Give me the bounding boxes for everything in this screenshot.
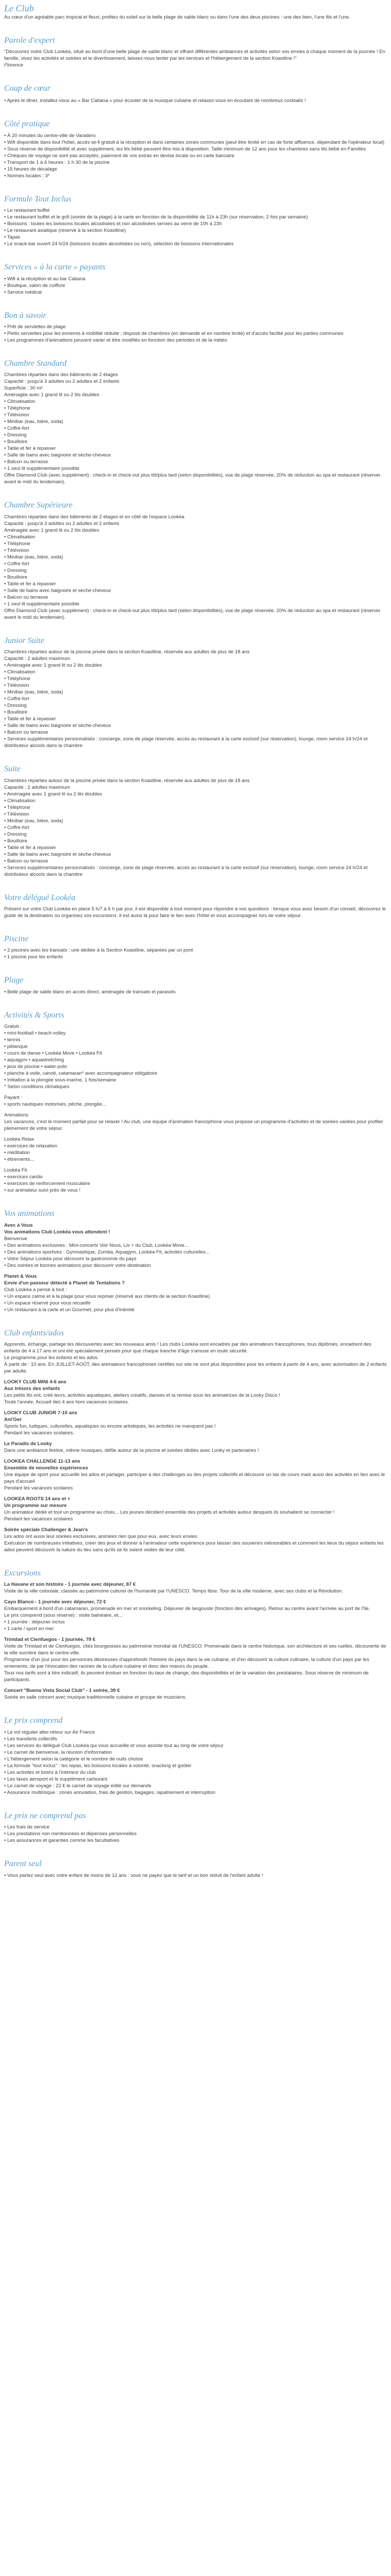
paragraph: Pendant les vacances scolaires. <box>4 1430 74 1436</box>
paragraph: Les vacances, c'est le moment parfait pour se relaxer ! Au club, une équipe d'animation francophone vous propose un programme d'activités et de soirées variées pour profiter pleinement de votre séjour. <box>4 1119 383 1132</box>
paragraph: • Chèques de voyage ne sont pas acceptés, paiement de vos extras en devise locale ou en carte bancaire <box>4 152 235 159</box>
paragraph: • Salle de bains avec baignoire et sèche-cheveux <box>4 587 111 594</box>
paragraph: • Climatisation <box>4 669 36 675</box>
paragraph: • Un espace calme et à la plage pour vous reposer (réservé aux clients de la section Koastline) <box>4 1293 210 1299</box>
paragraph: • Petits serviettes pour les ennemis à mobilité réduite ; disposé de chambres (en demande et en nombre limité) et d'accès facilité pour les parties communes <box>4 331 344 337</box>
paragraph: Capacité : jusqu'à 3 adultes ou 2 adultes et 2 enfants <box>4 520 120 527</box>
section-title: Chambre Standard <box>4 359 67 368</box>
paragraph: Le Paradis de Looky <box>4 1440 52 1447</box>
paragraph: • Télévision <box>4 811 29 817</box>
paragraph: Capacité : jusqu'à 3 adultes ou 2 adultes et 2 enfants <box>4 379 120 385</box>
paragraph: Vos animations Club Lookéa vous attendent ! <box>4 1229 110 1235</box>
paragraph: • Minibar (eau, bière, soda) <box>4 554 63 560</box>
paragraph: • Téléphone <box>4 540 30 547</box>
paragraph: • Services supplémentaires personnalisés : concierge, zone de plage réservée, accès au restaurant à la carte exclusif (sur réservation), lounge, room service 24 h/24 et distributeur alcools dans la chambre <box>4 865 368 877</box>
paragraph: Bienvenue <box>4 1235 27 1242</box>
paragraph: LOOKY CLUB JUNIOR 7-10 ans <box>4 1410 77 1416</box>
section-cote-pratique <box>4 120 387 179</box>
paragraph: Chambres réparties dans des bâtiments de 2 étages <box>4 372 118 378</box>
section-chambre-superieure <box>4 501 387 620</box>
paragraph: Un animateur dédié et tout un programme au choix... Les jeunes décident ensemble des projets et activités autour desquels ils souhaitent se connecter ! <box>4 1509 335 1515</box>
paragraph: • Salle de bains avec baignoire et sèche-cheveux <box>4 723 111 729</box>
paragraph: Pendant les vacances scolaires <box>4 1516 73 1522</box>
paragraph: Toute l'année. Accueil des 4 ans hors vacances scolaires. <box>4 1399 129 1405</box>
paragraph: • Les programmes d'animations peuvent varier et être modifiés en fonction des périodes et de la météo <box>4 337 227 344</box>
paragraph: • méditation <box>4 1150 30 1156</box>
section-club-enfants-ados <box>4 1329 387 1553</box>
paragraph: • Prêt de serviettes de plage <box>4 324 66 330</box>
paragraph: • Minibar (eau, bière, soda) <box>4 419 63 425</box>
paragraph: Visite de la ville coloniale, classée au patrimoine culturel de l'humanité par l'UNESCO. Temps libre. Tour de la ville moderne, avec ses clubs et la Révolution. <box>4 1588 343 1595</box>
section-title: Le prix comprend <box>4 1716 63 1725</box>
paragraph: Avec à Vous <box>4 1222 33 1228</box>
section-title: Vos animations <box>4 1209 55 1218</box>
paragraph: Aménagée avec 1 grand lit ou 2 lits doubles <box>4 527 100 533</box>
paragraph: Tous nos tarifs sont à titre indicatif, ils peuvent évoluer en fonction du taux de change, des disponibilités et de la variation des prestataires. Sous réserve de minimum de participants. <box>4 1670 369 1683</box>
paragraph: Présent sur votre Club Lookéa en place 5 h/7 à 6 h par jour, il est disponible à tout moment pour répondre à vos questions : lorsque vous avez besoin d'un conseil, découvrez le guide de la destination ou organisez vos excursions. Il est aussi là pour faire le lien avec l'hôtel et vous accompagner lors de votre séjour. <box>4 906 386 919</box>
paragraph: Chambres réparties dans des bâtiments de 2 étages et en côté de l'espace Lookéa <box>4 514 185 520</box>
paragraph: • Balcon ou terrasse <box>4 459 48 465</box>
section-title: Club enfants/ados <box>4 1328 64 1337</box>
paragraph: • Salle de bains avec baignoire et sèche-cheveux <box>4 452 111 459</box>
paragraph: • Le vol régulier aller-retour sur Air France <box>4 1729 95 1735</box>
paragraph: Club Lookéa a pensé à tout : <box>4 1286 67 1293</box>
paragraph: • Sous réserve de disponibilité et avec supplément, les lits bébé peuvent être mis à disposition. Taille minimum de 12 ans pour les chambres sans lits bébé en Familles <box>4 146 366 152</box>
paragraph: Programme d'un jour pour les personnes désireuses d'approfondir l'histoire du pays dans la vie cubaine, et d'en découvrir la culture culinaire, la culture d'un pays par les ornements, de par l'évocation des racines de la culture cubaine et donc des mœurs du peuple. <box>4 1657 369 1670</box>
paragraph: • Des animations exclusives : Mini-concerts Voir Nous, Lis + du Club, Lookéa Move... <box>4 1242 189 1248</box>
section-suite <box>4 765 387 877</box>
paragraph: Pendant les vacances scolaires <box>4 1485 73 1491</box>
paragraph: • exercices de renforcement musculaire <box>4 1181 90 1187</box>
paragraph: Soirée spéciale Challenger & Jean's <box>4 1527 88 1533</box>
section-title: Parole d'expert <box>4 36 55 45</box>
paragraph: Trinidad et Cienfuegos - 1 journée, 79 € <box>4 1637 95 1643</box>
paragraph: • Balcon ou terrasse <box>4 730 48 736</box>
paragraph: • Les transferts collectifs <box>4 1736 57 1742</box>
paragraph: • exercices cardio <box>4 1174 43 1180</box>
paragraph: Ani'Ger <box>4 1416 22 1422</box>
paragraph: • Bouilloire <box>4 838 28 844</box>
paragraph: • aquagym • aquastretching <box>4 1057 64 1063</box>
paragraph: Une équipe de sport pour accueillir les ados et partager, participer à des challenges ou des projets collectifs et découvrir un tas de cours mais aussi des activités en lien avec le pays d'accueil <box>4 1471 385 1484</box>
paragraph: Chambres réparties autour de la piscine privée dans la section Koastline, réservée aux adultes de plus de 18 ans <box>4 777 250 784</box>
paragraph: • 1 piscine pour les enfants <box>4 954 63 960</box>
paragraph: • Les prestations non mentionnées et dépenses personnelles <box>4 1831 137 1837</box>
paragraph: • Les activités et loisirs à l'intérieur du club <box>4 1769 96 1775</box>
paragraph: Capacité : 2 adultes maximum <box>4 656 70 662</box>
paragraph: • Table et fer à repasser <box>4 446 56 452</box>
paragraph: • L'hébergement selon la catégorie et le nombre de nuits choisis <box>4 1756 143 1762</box>
paragraph: Florence <box>4 62 23 69</box>
paragraph: • Climatisation <box>4 399 36 405</box>
section-le-club <box>4 3 387 21</box>
paragraph: • 15 heures de décalage <box>4 166 57 172</box>
section-chambre-standard <box>4 359 387 485</box>
paragraph: • Belle plage de sable blanc en accès direct, aménagée de transats et parasols <box>4 989 176 995</box>
section-junior-suite <box>4 636 387 749</box>
paragraph: • Climatisation <box>4 798 36 804</box>
paragraph: • sports nautiques motorisés, pêche, plongée... <box>4 1101 106 1108</box>
paragraph: À partir de : 10 ans. En JUILLET-AOÛT, des animateurs francophones certifiés sur site ne sont plus disponibles pour les enfants à partir de 4 ans, avec autorisation de 2 enfants par adulte. <box>4 1361 387 1374</box>
paragraph: Cayo Blanco - 1 journée avec déjeuner, 72 € <box>4 1599 106 1605</box>
paragraph: Sports fun, ludiques, culturelles, aquatiques ou encore artistiques, les activités ne manquent pas ! <box>4 1423 216 1429</box>
paragraph: Gratuit : <box>4 1024 22 1030</box>
paragraph: • Table et fer à repasser <box>4 581 56 587</box>
paragraph: Aux trésors des enfants <box>4 1385 60 1392</box>
paragraph: • Balcon ou terrasse <box>4 858 48 864</box>
paragraph: Envie d'un passeur détecté à Planet de Tentations ? <box>4 1280 125 1286</box>
paragraph: • Boutique, salon de coiffure <box>4 282 66 289</box>
paragraph: • Le restaurant asiatique (réservé à la section Koastline) <box>4 228 126 234</box>
section-title: Parent seul <box>4 1859 42 1869</box>
paragraph: • Climatisation <box>4 534 36 540</box>
paragraph: • Le restaurant buffet et le grill (soirée de la plage) à la carte en fonction de la disponibilité de 11h à 23h (sur réservation, 2 fois par semaine) <box>4 214 308 221</box>
paragraph: • La formule "tout inclus" : les repas, les boissons locales à volonté, snacking et goûter <box>4 1762 192 1769</box>
paragraph: • Vous partez seul avec votre enfant de moins de 12 ans : vous ne payez que le tarif et un bon réduit de l'enfant adulte ! <box>4 1872 264 1878</box>
section-bon-a-savoir <box>4 311 387 344</box>
paragraph: • Dressing <box>4 432 27 438</box>
paragraph: • Coffre-fort <box>4 426 29 432</box>
paragraph: Offre Diamond Club (avec supplément) : check-in et check-out plus tôt/plus tard (selon disponibilités), vue de plage réservée, 20% de réduction au spa et restaurant (réserver avant le midi du lendemain). <box>4 472 381 485</box>
section-piscine <box>4 935 387 960</box>
paragraph: Lookéa Relax <box>4 1137 35 1143</box>
paragraph: • jeux de piscine • water-polo <box>4 1064 67 1070</box>
paragraph: Le programme pour les enfants et les ados. <box>4 1354 99 1361</box>
paragraph: • Un restaurant à la carte et un Gourmet, pour plus d'intimité <box>4 1307 135 1313</box>
paragraph: • Les services du délégué Club Lookéa qui vous accueille et vous assiste tout au long de votre séjour <box>4 1742 224 1749</box>
paragraph: Ensemble de nouvelles expériences <box>4 1465 88 1471</box>
section-parent-seul <box>4 1859 387 1878</box>
paragraph: Un programme sur mesure <box>4 1502 67 1509</box>
paragraph: • exercices de relaxation <box>4 1143 58 1149</box>
section-title: Suite <box>4 765 21 774</box>
paragraph: Soirée en salle concert avec musique traditionnelle cubaine et groupe de musiciens. <box>4 1694 187 1701</box>
paragraph: • Table et fer à repasser <box>4 844 56 851</box>
section-le-prix-comprend <box>4 1716 387 1795</box>
section-title: Plage <box>4 976 24 985</box>
paragraph: • 2 piscines avec les transats : une dédiée à la Section Koastline, séparées par un pont <box>4 947 193 954</box>
paragraph: • Des animations sportives : Gymnastique, Zumba, Aquagym, Lookéa Fit, activités culturelles... <box>4 1249 210 1255</box>
paragraph: • Aménagée avec 1 grand lit ou 2 lits doubles <box>4 663 102 669</box>
paragraph: Superficie : 30 m² <box>4 385 43 392</box>
paragraph: • Les taxes aéroport et le supplément carburant <box>4 1776 107 1782</box>
paragraph: • Normes locales : 3* <box>4 173 50 179</box>
paragraph: • 1 seul lit supplémentaire possible <box>4 466 79 472</box>
section-title: Le Club <box>4 3 34 13</box>
section-activites-sports <box>4 1011 387 1194</box>
section-services-a-la-carte-payants <box>4 263 387 295</box>
section-parole-d-expert <box>4 36 387 69</box>
section-title: Côté pratique <box>4 120 50 129</box>
section-title: Bon à savoir <box>4 311 46 320</box>
paragraph: Lookéa Fit <box>4 1167 27 1174</box>
paragraph: • Le restaurant buffet <box>4 208 50 214</box>
paragraph: • Service médical <box>4 289 42 295</box>
paragraph: • Assurance multirisque : zones annulation, frais de gestion, bagages, rapatriement et interruption <box>4 1789 216 1795</box>
paragraph: Concert "Buena Vista Social Club" - 1 soirée, 39 € <box>4 1688 120 1694</box>
paragraph: • Initiation à la plongée sous-marine, 1 fois/semaine <box>4 1077 117 1083</box>
paragraph: Les petits lits ont, créé leurs, activités aquatiques, ateliers créatifs, danses et la remise sous les animatrices de la Looky Disco ! <box>4 1392 280 1398</box>
paragraph: • Coffre-fort <box>4 696 29 702</box>
section-title: Services « à la carte » payants <box>4 263 106 272</box>
section-title: Chambre Supérieure <box>4 501 73 510</box>
paragraph: • Table et fer à repasser <box>4 716 56 722</box>
paragraph: LOOKEA CHALLENGE 11-13 ans <box>4 1458 80 1464</box>
paragraph: • Wifi disponible dans tout l'hôtel, accès wi-fi gratuit à la réception et dans certaines zones communes (peut être limité en cas de forte affluence, dépendant de l'opérateur local) <box>4 139 385 145</box>
section-title: Junior Suite <box>4 636 44 645</box>
paragraph: • Dressing <box>4 703 27 709</box>
paragraph: • Boissons : toutes les boissons locales alcoolisées et non alcoolisées servies au verre de 10h à 23h <box>4 221 222 227</box>
paragraph: "Découvrez notre Club Lookéa, situé au bord d'une belle plage de sable blanc et offrant différentes ambiances et activités selon vos envies à chaque moment de la journée ! En famille, vivez les activités et soirées et le divertissement, laissez-vous tenter par les services et l'hébergement de la section Koastline !" <box>4 49 385 62</box>
paragraph: LOOKY CLUB MINI 4-6 ans <box>4 1379 67 1385</box>
paragraph: • Des soirées et bonnes animations pour découvrir votre destination <box>4 1262 151 1268</box>
paragraph: • Salle de bains avec baignoire et sèche-cheveux <box>4 851 111 857</box>
paragraph: • Télévision <box>4 412 29 418</box>
paragraph: Payant : <box>4 1095 22 1101</box>
paragraph: • Tapas <box>4 234 21 241</box>
section-votre-delegue-lookea <box>4 893 387 919</box>
paragraph: • Le carnet de voyage : 22 € le carnet de voyage édité sur demande <box>4 1783 152 1789</box>
paragraph: La Havane et son histoire - 1 journée avec déjeuner, 87 € <box>4 1582 136 1588</box>
paragraph: • mini-football • beach-volley <box>4 1030 66 1037</box>
paragraph: • 1 carte / sport en mer <box>4 1626 54 1632</box>
section-title: Excursions <box>4 1568 41 1578</box>
paragraph: • Bouilloire <box>4 709 28 716</box>
section-coup-de-c-ur <box>4 84 387 104</box>
paragraph: • Les frais de service <box>4 1824 50 1831</box>
section-vos-animations <box>4 1209 387 1313</box>
paragraph: • Téléphone <box>4 804 30 810</box>
paragraph: • sur animateur suivi près de vous ! <box>4 1188 81 1194</box>
paragraph: • Téléphone <box>4 405 30 412</box>
paragraph: • cours de danse • Lookéa Move • Lookéa Fit <box>4 1050 102 1057</box>
paragraph: • Télévision <box>4 547 29 553</box>
paragraph: • Services supplémentaires personnalisés : concierge, zone de plage réservée, accès au restaurant à la carte exclusif (sur réservation), lounge, room service 24 h/24 et distributeur alcools dans la chambre <box>4 736 368 749</box>
paragraph: • Un espace réservé pour vous recueillir <box>4 1300 91 1306</box>
paragraph: Aménagée avec 1 grand lit ou 2 lits doubles <box>4 392 100 398</box>
paragraph: • Balcon ou terrasse <box>4 594 48 600</box>
paragraph: Au cœur d'un agréable parc tropical et fleuri, profitez du soleil sur la belle plage de sable blanc ou dans l'une des deux piscines : une des bien, l'une fils et l'une. <box>4 14 351 20</box>
section-formule-tout-inclus <box>4 195 387 247</box>
section-le-prix-ne-comprend-pas <box>4 1811 387 1844</box>
paragraph: Les ados ont aussi leur soirées exclusives, animées rien que pour eux, avec leurs envies. <box>4 1533 199 1539</box>
paragraph: • pétanque <box>4 1044 28 1050</box>
paragraph: Apprends, échange, partage tes découvertes avec tes nouveaux amis ! Les clubs Lookéa sont encadrés par des animateurs francophones, tous diplômés, encadrent des enfants de 4 à 17 ans et ont été spécialement pensés pour que chaque tranche d'âge s'amuse en toute sécurité. <box>4 1341 371 1354</box>
paragraph: • Transport de 1 à 6 heures : 1 h 30 de la piscine <box>4 159 110 165</box>
paragraph: • Bouilloire <box>4 574 28 580</box>
section-title: Votre délégué Lookéa <box>4 893 76 902</box>
paragraph: • 1 journée : déjeuner inclus <box>4 1619 65 1625</box>
paragraph: • Le carnet de bienvenue, la réunion d'information <box>4 1749 112 1755</box>
paragraph: • Minibar (eau, bière, soda) <box>4 818 63 824</box>
paragraph: • Bouilloire <box>4 439 28 445</box>
paragraph: LOOKEA ROOTS 14 ans et + <box>4 1496 71 1502</box>
paragraph: • Aménagée avec 1 grand lit ou 2 lits doubles <box>4 791 102 797</box>
paragraph: Visite de Trinidad et de Cienfuegos, cités bourgeoises au patrimoine mondial de l'UNESCO. Promenade dans le centre historique, son architecture et ses ruelles, découverte de la ville sucrière dans le centre-ville. <box>4 1643 386 1656</box>
paragraph: • Dressing <box>4 567 27 573</box>
paragraph: Chambres réparties autour de la piscine privée dans la section Koastline, réservée aux adultes de plus de 18 ans <box>4 649 250 655</box>
section-excursions <box>4 1569 387 1701</box>
paragraph: • Dressing <box>4 831 27 837</box>
section-title: Piscine <box>4 934 29 943</box>
paragraph: • tennis <box>4 1037 21 1043</box>
paragraph: Exécution de nombreuses initiatives, créer des jeux et donner à l'animateur cette expérience pour laisser des souvenirs mémorables et comment les lieux du séjour enfants les ados peuvent découvrir la nature du lieu sans qu'ils se ils soient visités de leur côté. <box>4 1540 384 1553</box>
paragraph: • Télévision <box>4 683 29 689</box>
paragraph: Embarquement à bord d'un catamaran, promenade en mer et snorkeling. Déjeuner de langouste (fonction des arrivages). Retour au centre avant l'arrivée au port de l'île. <box>4 1606 370 1612</box>
section-plage <box>4 976 387 995</box>
paragraph: • À 20 minutes du centre-ville de Varadero <box>4 132 96 139</box>
paragraph: Offre Diamond Club (avec supplément) : check-in et check-out plus tôt/plus tard (selon disponibilités), vue de plage réservée, 20% de réduction au spa et restaurant (réserver avant le midi du lendemain). <box>4 607 381 620</box>
paragraph: • étirements... <box>4 1157 35 1163</box>
paragraph: • 1 seul lit supplémentaire possible <box>4 601 79 607</box>
section-title: Le prix ne comprend pas <box>4 1811 86 1820</box>
paragraph: • Coffre-fort <box>4 824 29 831</box>
paragraph: • Votre Séjour Lookéa pour découvrir la gastronomie du pays <box>4 1256 137 1262</box>
paragraph: • Le snack-bar ouvert 24 h/24 (boissons locales alcoolisées ou non), sélection de boissons internationales <box>4 241 234 247</box>
paragraph: • planche à voile, canoë, catamaran* avec accompagnateur obligatoire <box>4 1071 157 1077</box>
section-title: Activités & Sports <box>4 1010 64 1020</box>
paragraph: • Les assurances et garanties comme les facultatives <box>4 1838 120 1844</box>
paragraph: • Wifi à la réception et au bar Cabana <box>4 276 86 282</box>
paragraph: • Après le dîner, installez-vous au « Bar Cabana » pour écouter de la musique cubaine et relaxez-vous en écoutant de nombreux cocktails ! <box>4 98 306 104</box>
paragraph: Dans une ambiance festive, même musiques, défile autour de la piscine et soirées dédiés avec Looky et partenaires ! <box>4 1447 259 1453</box>
paragraph: * Selon conditions climatiques <box>4 1084 70 1090</box>
paragraph: • Coffre-fort <box>4 561 29 567</box>
section-title: Formule Tout Inclus <box>4 194 72 204</box>
paragraph: Le prix comprend (sous réserve) : visite balnéaire, et... <box>4 1613 123 1619</box>
paragraph: Capacité : 2 adultes maximum <box>4 784 70 790</box>
section-title: Coup de cœur <box>4 84 51 93</box>
paragraph: Planet & Vous <box>4 1273 37 1279</box>
paragraph: • Minibar (eau, bière, soda) <box>4 689 63 696</box>
paragraph: Animations <box>4 1112 28 1118</box>
paragraph: • Téléphone <box>4 676 30 682</box>
